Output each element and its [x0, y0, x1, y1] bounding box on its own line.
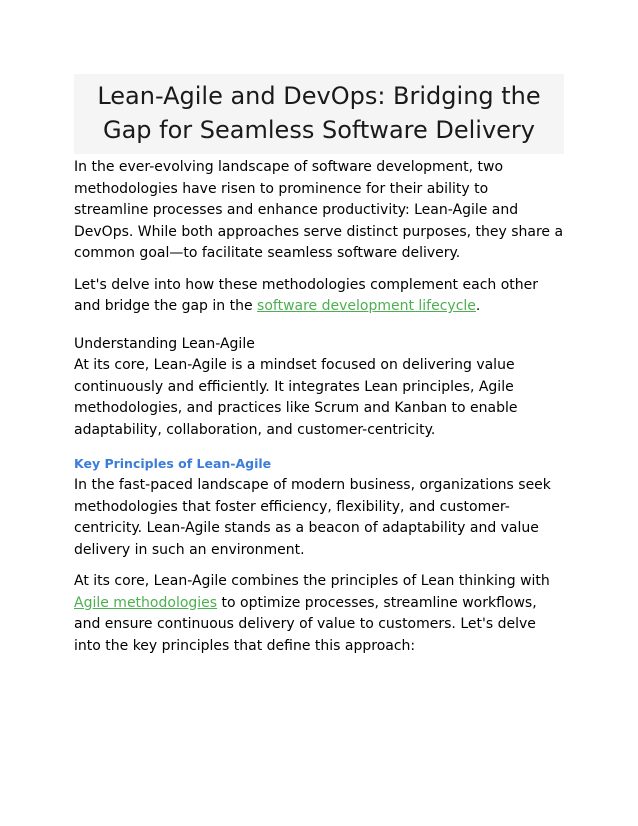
sdlc-link[interactable]: software development lifecycle	[257, 298, 476, 314]
understanding-heading: Understanding Lean-Agile	[74, 335, 255, 352]
document-body	[74, 157, 564, 667]
core-text-before: At its core, Lean-Agile combines the principles of Lean thinking with	[74, 573, 550, 589]
agile-methodologies-link[interactable]: Agile methodologies	[74, 594, 218, 611]
page-title: Lean-Agile and DevOps: Bridging the Gap for Seamless Software Delivery	[97, 82, 541, 144]
delve-text-after: .	[475, 298, 481, 314]
title-box	[74, 74, 564, 154]
core-paragraph	[74, 571, 564, 657]
intro-paragraph: In the ever-evolving landscape of software development, two methodologies have risen to prominence for their ability to streamline processes and enhance productivity: Lean-Agile and DevOps. While both approaches serve distinct purposes, they share a common goal—to facilitate seamless software delivery.	[74, 159, 564, 261]
key-principles-paragraph: In the fast-paced landscape of modern business, organizations seek methodologies that foster efficiency, flexibility, and customer-centricity. Lean-Agile stands as a beacon of adaptability and value delivery in such an environment.	[74, 477, 551, 558]
key-principles-heading: Key Principles of Lean-Agile	[74, 456, 272, 471]
delve-text-before: Let's delve into how these methodologies complement each other and bridge the gap in the	[74, 276, 539, 314]
understanding-paragraph: At its core, Lean-Agile is a mindset focused on delivering value continuously and efficiently. It integrates Lean principles, Agile methodologies, and practices like Scrum and Kanban to enable adaptability, collaboration, and customer-centricity.	[74, 357, 518, 438]
delve-paragraph	[74, 275, 564, 318]
core-text-after: to optimize processes, streamline workflows, and ensure continuous delivery of value to customers. Let's delve into the key principles that define this approach:	[74, 594, 537, 654]
